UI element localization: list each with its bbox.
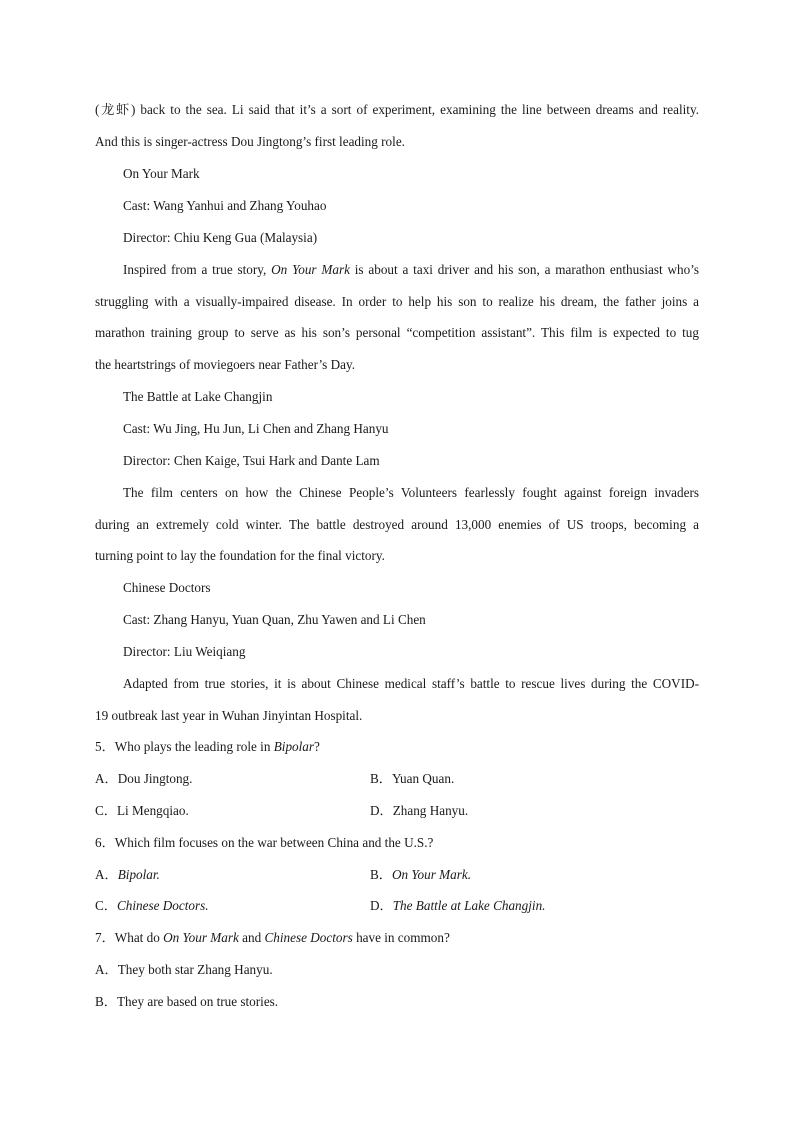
passage-line: turning point to lay the foundation for the final victory. [95, 548, 385, 563]
italic-title: Chinese Doctors [264, 930, 353, 945]
text: is about a taxi driver and his son, a marathon enthusiast who’s [349, 262, 699, 277]
passage-line: the heartstrings of moviegoers near Father’s Day. [95, 357, 356, 372]
italic-title: On Your Mark. [391, 867, 471, 882]
option-d: D．Zhang Hanyu. [370, 803, 469, 818]
text: And this is singer-actress Dou Jingtong’s first leading role. [95, 134, 405, 149]
question-6-options-row2 [95, 897, 699, 915]
option-label: B． [370, 867, 392, 882]
option-a: A．Dou Jingtong. [95, 771, 193, 786]
option-c: C．Li Mengqiao. [95, 803, 189, 818]
passage-line [123, 261, 699, 279]
text: (龙虾) back to the sea. Li said that it’s a sort of experiment, examining the line between dreams and reality. [95, 102, 699, 117]
passage-line [95, 133, 699, 151]
question-5-options-row1 [95, 770, 699, 788]
italic-title: On Your Mark [163, 930, 239, 945]
italic-title: Bipolar [273, 739, 315, 754]
text: Inspired from a true story, [123, 262, 272, 277]
option-d [370, 897, 545, 915]
question-7-option-b: B．They are based on true stories. [95, 994, 279, 1009]
film-title-chinese-doctors: Chinese Doctors [123, 580, 211, 595]
italic-title: The Battle at Lake Changjin. [392, 898, 546, 913]
text: and [238, 930, 265, 945]
option-c [95, 898, 209, 913]
film-cast: Cast: Zhang Hanyu, Yuan Quan, Zhu Yawen and Li Chen [123, 612, 426, 627]
question-6-options-row1 [95, 866, 699, 884]
option-b: B．Yuan Quan. [370, 771, 455, 786]
option-label: D． [370, 898, 393, 913]
option-label: A． [95, 867, 118, 882]
question-6-stem: 6．Which film focuses on the war between China and the U.S.? [95, 835, 434, 850]
text: 5．Who plays the leading role in [95, 739, 274, 754]
option-a [95, 867, 160, 882]
option-label: C． [95, 898, 117, 913]
film-cast: Cast: Wu Jing, Hu Jun, Li Chen and Zhang Hanyu [123, 421, 389, 436]
passage-line: struggling with a visually-impaired disease. In order to help his son to realize his dream, the father joins a [95, 294, 699, 309]
text: ? [314, 739, 320, 754]
passage-line [95, 101, 699, 119]
film-director: Director: Liu Weiqiang [123, 644, 246, 659]
question-5-options-row2 [95, 802, 699, 820]
passage-line: The film centers on how the Chinese People’s Volunteers fearlessly fought against foreign invaders [123, 485, 699, 500]
film-director: Director: Chiu Keng Gua (Malaysia) [123, 230, 318, 245]
question-7-stem [95, 929, 699, 947]
question-7-option-a: A．They both star Zhang Hanyu. [95, 962, 273, 977]
film-director: Director: Chen Kaige, Tsui Hark and Dante Lam [123, 453, 380, 468]
italic-title: Bipolar. [117, 867, 160, 882]
text: 7．What do [95, 930, 164, 945]
question-5-stem [95, 738, 699, 756]
passage-line: Adapted from true stories, it is about Chinese medical staff’s battle to rescue lives during the COVID- [123, 676, 699, 691]
film-title-battle-lake-changjin: The Battle at Lake Changjin [123, 389, 273, 404]
passage-line: during an extremely cold winter. The battle destroyed around 13,000 enemies of US troops, becoming a [95, 517, 699, 532]
film-cast: Cast: Wang Yanhui and Zhang Youhao [123, 198, 327, 213]
passage-line: 19 outbreak last year in Wuhan Jinyintan Hospital. [95, 708, 363, 723]
film-title-on-your-mark: On Your Mark [123, 166, 200, 181]
option-b [370, 866, 471, 884]
passage-line: marathon training group to serve as his son’s personal “competition assistant”. This film is expected to tug [95, 325, 699, 340]
italic-title: On Your Mark [271, 262, 350, 277]
text: have in common? [352, 930, 450, 945]
italic-title: Chinese Doctors. [116, 898, 209, 913]
